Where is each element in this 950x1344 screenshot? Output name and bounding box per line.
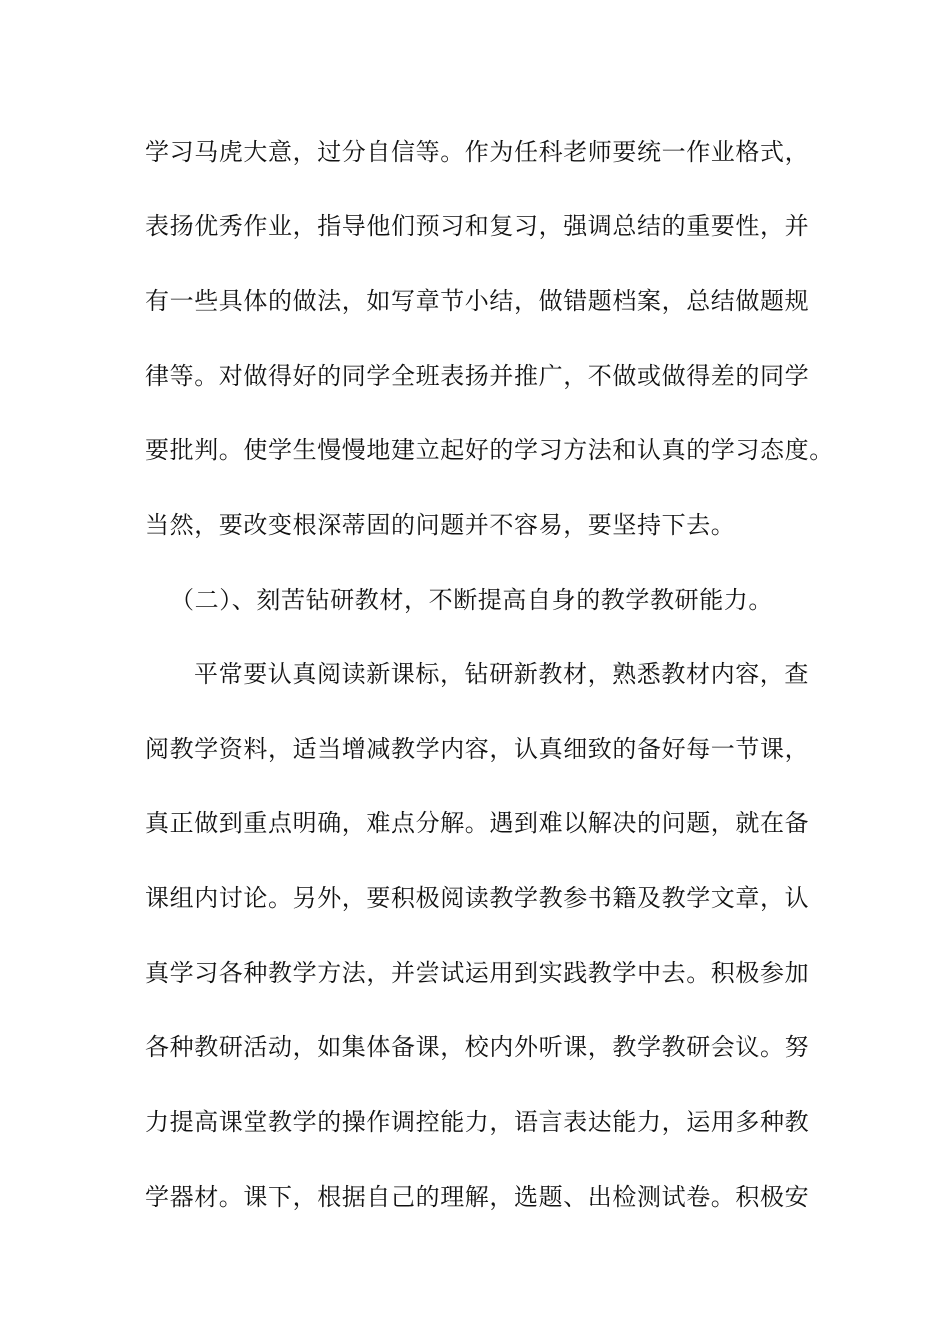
text-line: 学习马虎大意，过分自信等。作为任科老师要统一作业格式，	[145, 138, 810, 166]
text-line: 有一些具体的做法，如写章节小结，做错题档案，总结做题规	[145, 287, 810, 315]
text-line: 真正做到重点明确，难点分解。遇到难以解决的问题，就在备	[145, 809, 810, 837]
text-line: 表扬优秀作业，指导他们预习和复习，强调总结的重要性，并	[145, 212, 810, 240]
paragraph-first-line: 平常要认真阅读新课标，钻研新教材，熟悉教材内容，查	[194, 660, 809, 688]
text-line: 要批判。使学生慢慢地建立起好的学习方法和认真的学习态度。	[145, 436, 834, 464]
text-line: 力提高课堂教学的操作调控能力，语言表达能力，运用多种教	[145, 1108, 810, 1136]
text-line: 学器材。课下，根据自己的理解，选题、出检测试卷。积极安	[145, 1183, 810, 1211]
text-line: 各种教研活动，如集体备课，校内外听课，教学教研会议。努	[145, 1033, 810, 1061]
text-line: 律等。对做得好的同学全班表扬并推广，不做或做得差的同学	[145, 362, 810, 390]
text-line: 真学习各种教学方法，并尝试运用到实践教学中去。积极参加	[145, 959, 810, 987]
text-line: 阅教学资料，适当增减教学内容，认真细致的备好每一节课，	[145, 735, 810, 763]
section-heading: （二）、刻苦钻研教材，不断提高自身的教学教研能力。	[170, 586, 773, 614]
text-line: 课组内讨论。另外，要积极阅读教学教参书籍及教学文章，认	[145, 884, 810, 912]
text-line: 当然，要改变根深蒂固的问题并不容易，要坚持下去。	[145, 511, 736, 539]
